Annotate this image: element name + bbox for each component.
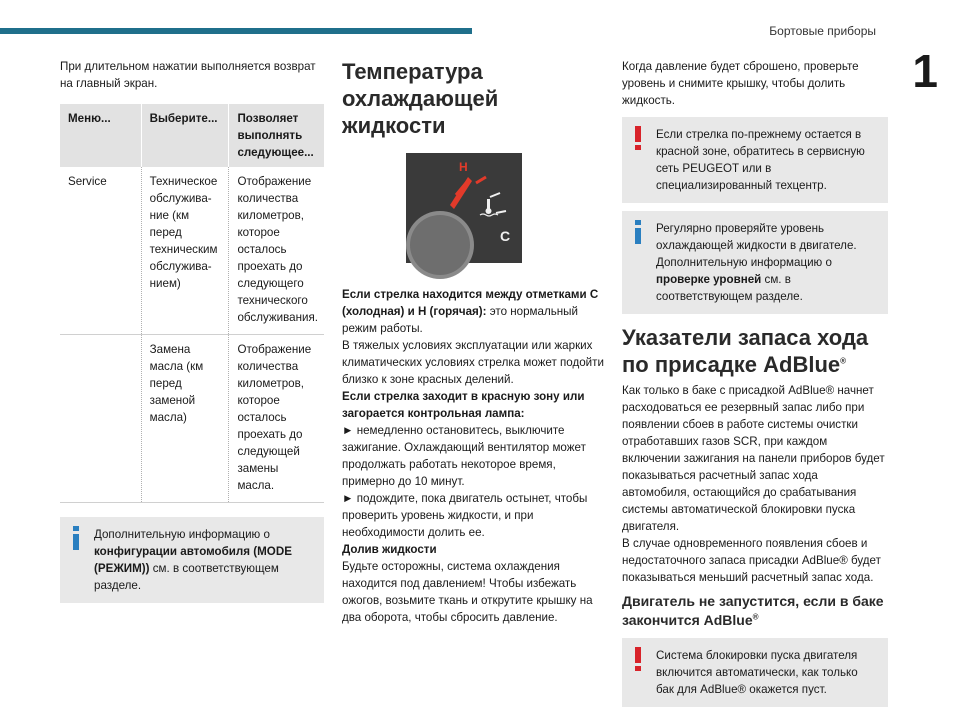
warning-exclamation-icon [632, 647, 644, 671]
running-head: Бортовые приборы [769, 24, 876, 38]
table-row [60, 335, 324, 503]
subsection-title-engine: Двигатель не запустится, если в баке закончится AdBlue [622, 593, 884, 628]
info-text-bold: проверке уровней [656, 273, 762, 286]
table-cell-select: Техническое обслужива-ние (км перед техническим обслужива-нием) [141, 167, 229, 335]
info-text: Регулярно проверяйте уровень охлаждающей жидкости в двигателе. Дополнительную информацию о [656, 222, 857, 269]
info-text: Дополнительную информацию о [94, 528, 270, 541]
info-text: см. в соответствующем разделе. [94, 562, 279, 592]
pressure-released-paragraph: Когда давление будет сброшено, проверьте уровень и снимите крышку, чтобы долить жидкость. [622, 60, 859, 107]
table-cell-select: Замена масла (км перед заменой масла) [141, 335, 229, 503]
column-3 [622, 58, 888, 707]
normal-range-heading: Если стрелка находится между отметками C (холодная) и H (горячая): [342, 288, 599, 318]
service-menu-table [60, 104, 324, 503]
warning-note-red-zone [622, 117, 888, 203]
info-icon [632, 220, 644, 244]
chapter-number: 1 [912, 45, 938, 97]
info-text: см. в соответствующем разделе. [656, 273, 803, 303]
coolant-temperature-gauge [406, 153, 522, 263]
adblue-paragraph-2: В случае одновременного появления сбоев и недостаточного запаса присадки AdBlue® будет показываться меньший расчетный запас хода. [622, 537, 881, 584]
gauge-label-cold: C [500, 228, 511, 244]
warning-text: Система блокировки пуска двигателя включится автоматически, как только бак для AdBlue® окажется пуст. [656, 649, 858, 696]
table-cell-menu: Service [60, 167, 141, 335]
bullet-stop-engine: ► немедленно остановитесь, выключите зажигание. Охлаждающий вентилятор может продолжать работать некоторое время, примерно до 10 минут. [342, 424, 586, 488]
registered-mark: ® [752, 612, 759, 622]
column-2 [342, 58, 604, 626]
refill-paragraph: Будьте осторожны, система охлаждения находится под давлением! Чтобы избежать ожогов, возьмите ткань и открутите крышку на два оборота, чтобы сбросить давление. [342, 560, 593, 624]
gauge-label-hot: H [459, 160, 468, 174]
info-note-levels [622, 211, 888, 314]
warning-note-adblue-empty [622, 638, 888, 707]
info-text-bold: конфигурации автомобиля (MODE (РЕЖИМ)) [94, 545, 292, 575]
info-note-mode [60, 517, 324, 603]
bullet-wait-cool: ► подождите, пока двигатель остынет, чтобы проверить уровень жидкости, и при необходимости долить ее. [342, 492, 588, 539]
section-title-coolant: Температура охлаждающей жидкости [342, 59, 499, 138]
table-cell-menu [60, 335, 141, 503]
header-accent-bar [0, 28, 472, 34]
warning-exclamation-icon [632, 126, 644, 150]
table-header-menu: Меню... [60, 104, 141, 167]
adblue-paragraph-1: Как только в баке с присадкой AdBlue® начнет расходоваться ее резервный запас либо при появлении сбоев в работе системы очистки отработавших газов SCR, при каждом включении зажигания на панели приборов будет показываться расчетный запас хода автомобиля, остающийся до срабатывания системы автоматической блокировки пуска двигателя. [622, 384, 885, 533]
table-cell-action: Отображение количества километров, которое осталось проехать до следующего технического обслуживания. [229, 167, 324, 335]
column-1 [60, 58, 324, 603]
refill-heading: Долив жидкости [342, 543, 437, 556]
table-header-select: Выберите... [141, 104, 229, 167]
table-header-action: Позволяет выполнять следующее... [229, 104, 324, 167]
red-zone-heading: Если стрелка заходит в красную зону или загорается контрольная лампа: [342, 390, 585, 420]
info-icon [70, 526, 82, 550]
section-title-adblue: Указатели запаса хода по присадке AdBlue [622, 325, 869, 377]
normal-range-text: это нормальный режим работы. [342, 305, 578, 335]
warning-text: Если стрелка по-прежнему остается в красной зоне, обратитесь в сервисную сеть PEUGEOT или в специализированный техцентр. [656, 128, 865, 192]
hard-conditions-paragraph: В тяжелых условиях эксплуатации или жарких климатических условиях стрелка может подойти близко к зоне красных делений. [342, 339, 604, 386]
registered-mark: ® [840, 356, 847, 366]
table-cell-action: Отображение количества километров, которое осталось проехать до следующей замены масла. [229, 335, 324, 503]
intro-paragraph: При длительном нажатии выполняется возврат на главный экран. [60, 60, 316, 90]
table-row [60, 167, 324, 335]
